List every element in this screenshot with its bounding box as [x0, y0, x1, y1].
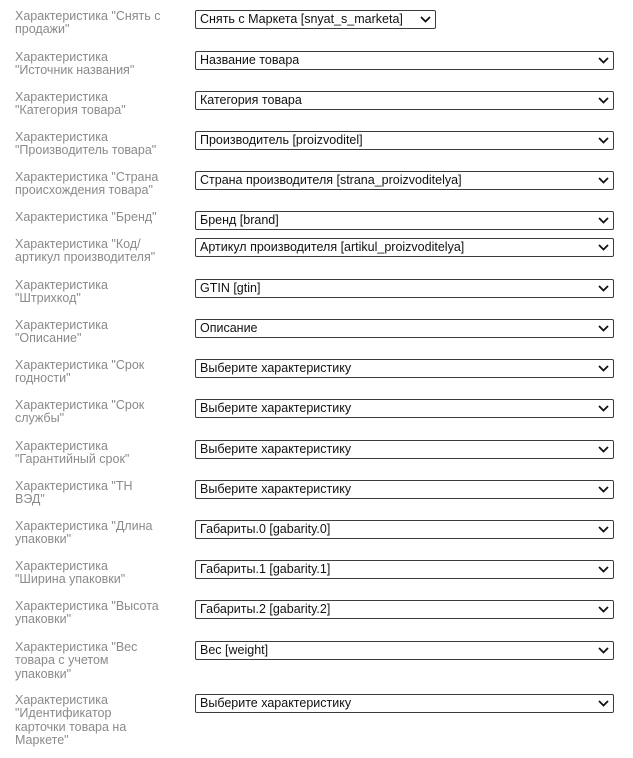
chevron-down-icon: [420, 15, 431, 24]
chevron-down-icon: [598, 445, 609, 454]
select-value: Выберите характеристику: [200, 442, 352, 456]
select-snyat-s-prodazhi[interactable]: [195, 10, 436, 29]
select-vysota-upakovki[interactable]: [195, 600, 614, 619]
chevron-down-icon: [598, 324, 609, 333]
field-label: Характеристика "Категория товара": [15, 90, 126, 118]
select-shtrikhkod[interactable]: [195, 279, 614, 298]
field-label: Характеристика "Срок годности": [15, 358, 145, 386]
field-label: Характеристика "Штрихкод": [15, 278, 108, 306]
field-label: Характеристика "Ширина упаковки": [15, 559, 126, 587]
chevron-down-icon: [598, 605, 609, 614]
field-label: Характеристика "Код/ артикул производителя": [15, 237, 156, 265]
chevron-down-icon: [598, 364, 609, 373]
chevron-down-icon: [598, 525, 609, 534]
select-srok-godnosti[interactable]: [195, 359, 614, 378]
select-value: Название товара: [200, 53, 300, 67]
chevron-down-icon: [598, 284, 609, 293]
select-value: Бренд [brand]: [200, 213, 279, 227]
select-value: Снять с Маркета [snyat_s_marketa]: [200, 12, 403, 26]
field-label: Характеристика "Идентификатор карточки товара на Маркете": [15, 693, 127, 748]
select-brend[interactable]: [195, 211, 614, 230]
select-value: Выберите характеристику: [200, 482, 352, 496]
chevron-down-icon: [598, 565, 609, 574]
select-ves-tovara[interactable]: [195, 641, 614, 660]
select-value: GTIN [gtin]: [200, 281, 261, 295]
select-value: Габариты.2 [gabarity.2]: [200, 602, 331, 616]
field-label: Характеристика "Описание": [15, 318, 108, 346]
field-label: Характеристика "Источник названия": [15, 50, 135, 78]
select-strana-proiskhozhdeniya[interactable]: [195, 171, 614, 190]
chevron-down-icon: [598, 56, 609, 65]
select-value: Габариты.0 [gabarity.0]: [200, 522, 331, 536]
select-kod-artikul[interactable]: [195, 238, 614, 257]
chevron-down-icon: [598, 699, 609, 708]
select-kategoriya-tovara[interactable]: [195, 91, 614, 110]
select-value: Артикул производителя [artikul_proizvoditelya]: [200, 240, 465, 254]
select-value: Габариты.1 [gabarity.1]: [200, 562, 331, 576]
select-istochnik-nazvaniya[interactable]: [195, 51, 614, 70]
field-label: Характеристика "Снять с продажи": [15, 9, 161, 37]
select-dlina-upakovki[interactable]: [195, 520, 614, 539]
field-label: Характеристика "Страна происхождения товара": [15, 170, 159, 198]
select-identifikator-kartochki[interactable]: [195, 694, 614, 713]
field-label: Характеристика "Высота упаковки": [15, 599, 159, 627]
select-value: Вес [weight]: [200, 643, 269, 657]
field-label: Характеристика "Вес товара с учетом упаковки": [15, 640, 138, 681]
select-opisanie[interactable]: [195, 319, 614, 338]
chevron-down-icon: [598, 96, 609, 105]
select-value: Категория товара: [200, 93, 302, 107]
chevron-down-icon: [598, 216, 609, 225]
select-value: Описание: [200, 321, 258, 335]
select-proizvoditel-tovara[interactable]: [195, 131, 614, 150]
chevron-down-icon: [598, 176, 609, 185]
field-label: Характеристика "Бренд": [15, 210, 157, 224]
chevron-down-icon: [598, 243, 609, 252]
field-label: Характеристика "Длина упаковки": [15, 519, 153, 547]
field-label: Характеристика "Гарантийный срок": [15, 439, 130, 467]
select-value: Производитель [proizvoditel]: [200, 133, 363, 147]
select-value: Выберите характеристику: [200, 696, 352, 710]
select-value: Страна производителя [strana_proizvoditelya]: [200, 173, 462, 187]
field-label: Характеристика "Срок службы": [15, 398, 145, 426]
select-value: Выберите характеристику: [200, 361, 352, 375]
field-label: Характеристика "ТН ВЭД": [15, 479, 133, 507]
select-srok-sluzhby[interactable]: [195, 399, 614, 418]
select-tn-ved[interactable]: [195, 480, 614, 499]
select-shirina-upakovki[interactable]: [195, 560, 614, 579]
chevron-down-icon: [598, 136, 609, 145]
chevron-down-icon: [598, 404, 609, 413]
select-value: Выберите характеристику: [200, 401, 352, 415]
chevron-down-icon: [598, 646, 609, 655]
select-garantiyny-srok[interactable]: [195, 440, 614, 459]
field-label: Характеристика "Производитель товара": [15, 130, 157, 158]
chevron-down-icon: [598, 485, 609, 494]
